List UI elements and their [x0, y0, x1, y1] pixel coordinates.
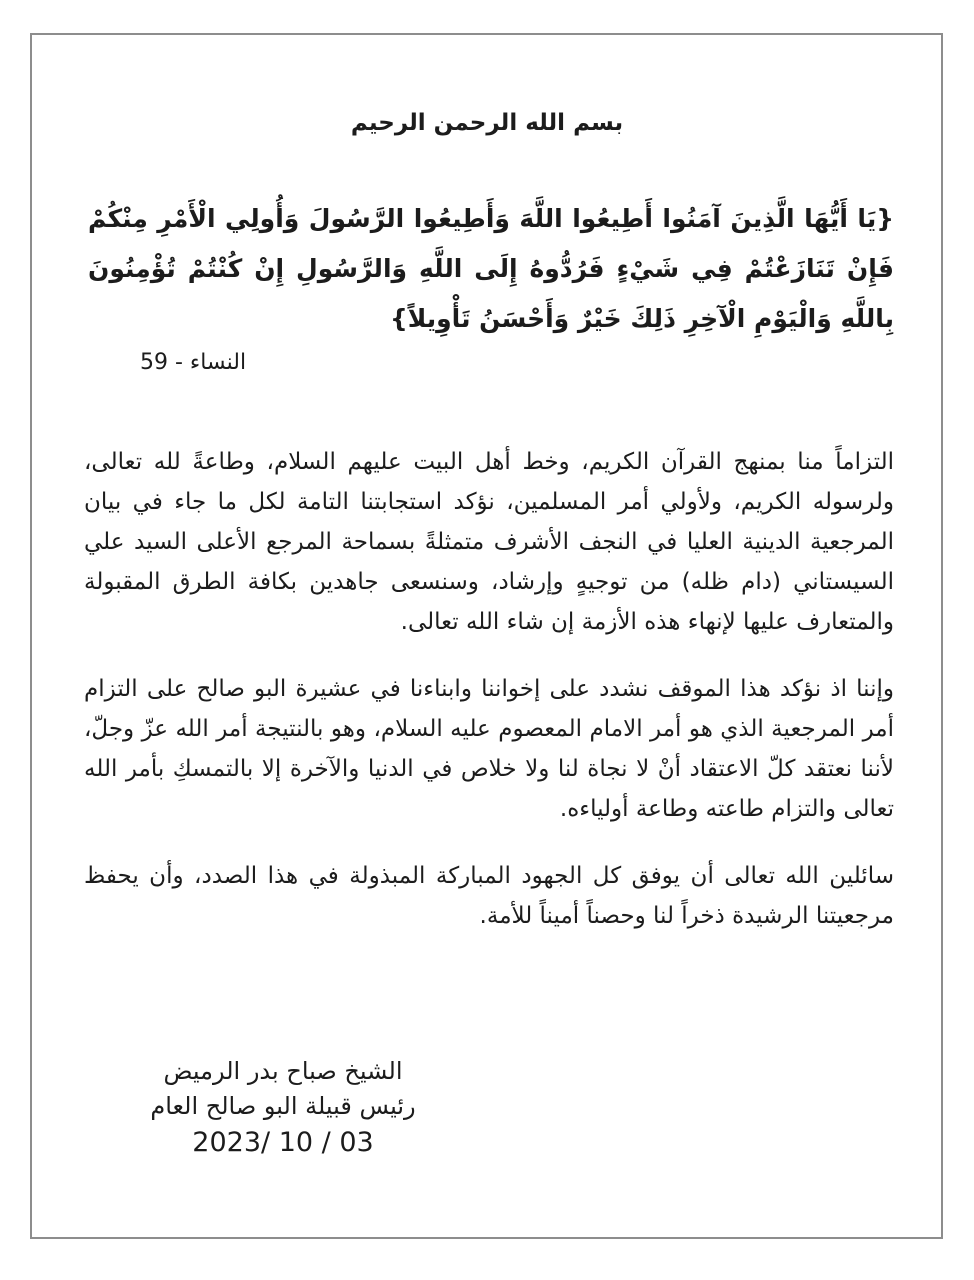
signature-block	[118, 1054, 448, 1162]
signatory-name: الشيخ صباح بدر الرميض	[163, 1057, 403, 1085]
body-paragraph-1: التزاماً منا بمنهج القرآن الكريم، وخط أهل البيت عليهم السلام، وطاعةً لله تعالى، ولرسوله الكريم، ولأولي أمر المسلمين، نؤكد استجابتنا التامة لكل ما جاء في بيان المرجعية الدينية العليا في النجف الأشرف متمثلةً بسماحة المرجع الأعلى السيد علي السيستاني (دام ظله) من توجيهٍ وإرشاد، وسنسعى جاهدين بكافة الطرق المقبولة والمتعارف عليها لإنهاء هذه الأزمة إن شاء الله تعالى.	[84, 449, 894, 635]
document-date: 03 / 10 /2023	[192, 1127, 374, 1158]
statement-body	[84, 442, 894, 963]
signatory-title: رئيس قبيلة البو صالح العام	[150, 1092, 416, 1120]
body-paragraph-3: سائلين الله تعالى أن يوفق كل الجهود المباركة المبذولة في هذا الصدد، وأن يحفظ مرجعيتنا الرشيدة ذخراً لنا وحصناً أميناً للأمة.	[84, 863, 894, 929]
verse-reference: النساء - 59	[140, 350, 247, 375]
basmala-text: بسم الله الرحمن الرحيم	[350, 110, 624, 136]
body-paragraph-2: وإننا اذ نؤكد هذا الموقف نشدد على إخواننا وابناءنا في عشيرة البو صالح على التزام أمر المرجعية الذي هو أمر الامام المعصوم عليه السلام، وهو بالنتيجة أمر الله عزّ وجلّ، لأننا نعتقد كلّ الاعتقاد أنْ لا نجاة لنا ولا خلاص في الدنيا والآخرة إلا بالتمسكِ بأمر الله تعالى والتزام طاعته وطاعة أولياءه.	[84, 676, 894, 822]
quran-verse: {يَا أَيُّهَا الَّذِينَ آمَنُوا أَطِيعُوا اللَّهَ وَأَطِيعُوا الرَّسُولَ وَأُولِي الْأَمْرِ مِنْكُمْ فَإِنْ تَنَازَعْتُمْ فِي شَيْءٍ فَرُدُّوهُ إِلَى اللَّهِ وَالرَّسُولِ إِنْ كُنْتُمْ تُؤْمِنُونَ بِاللَّهِ وَالْيَوْمِ الْآخِرِ ذَلِكَ خَيْرٌ وَأَحْسَنُ تَأْوِيلاً}	[88, 204, 894, 333]
